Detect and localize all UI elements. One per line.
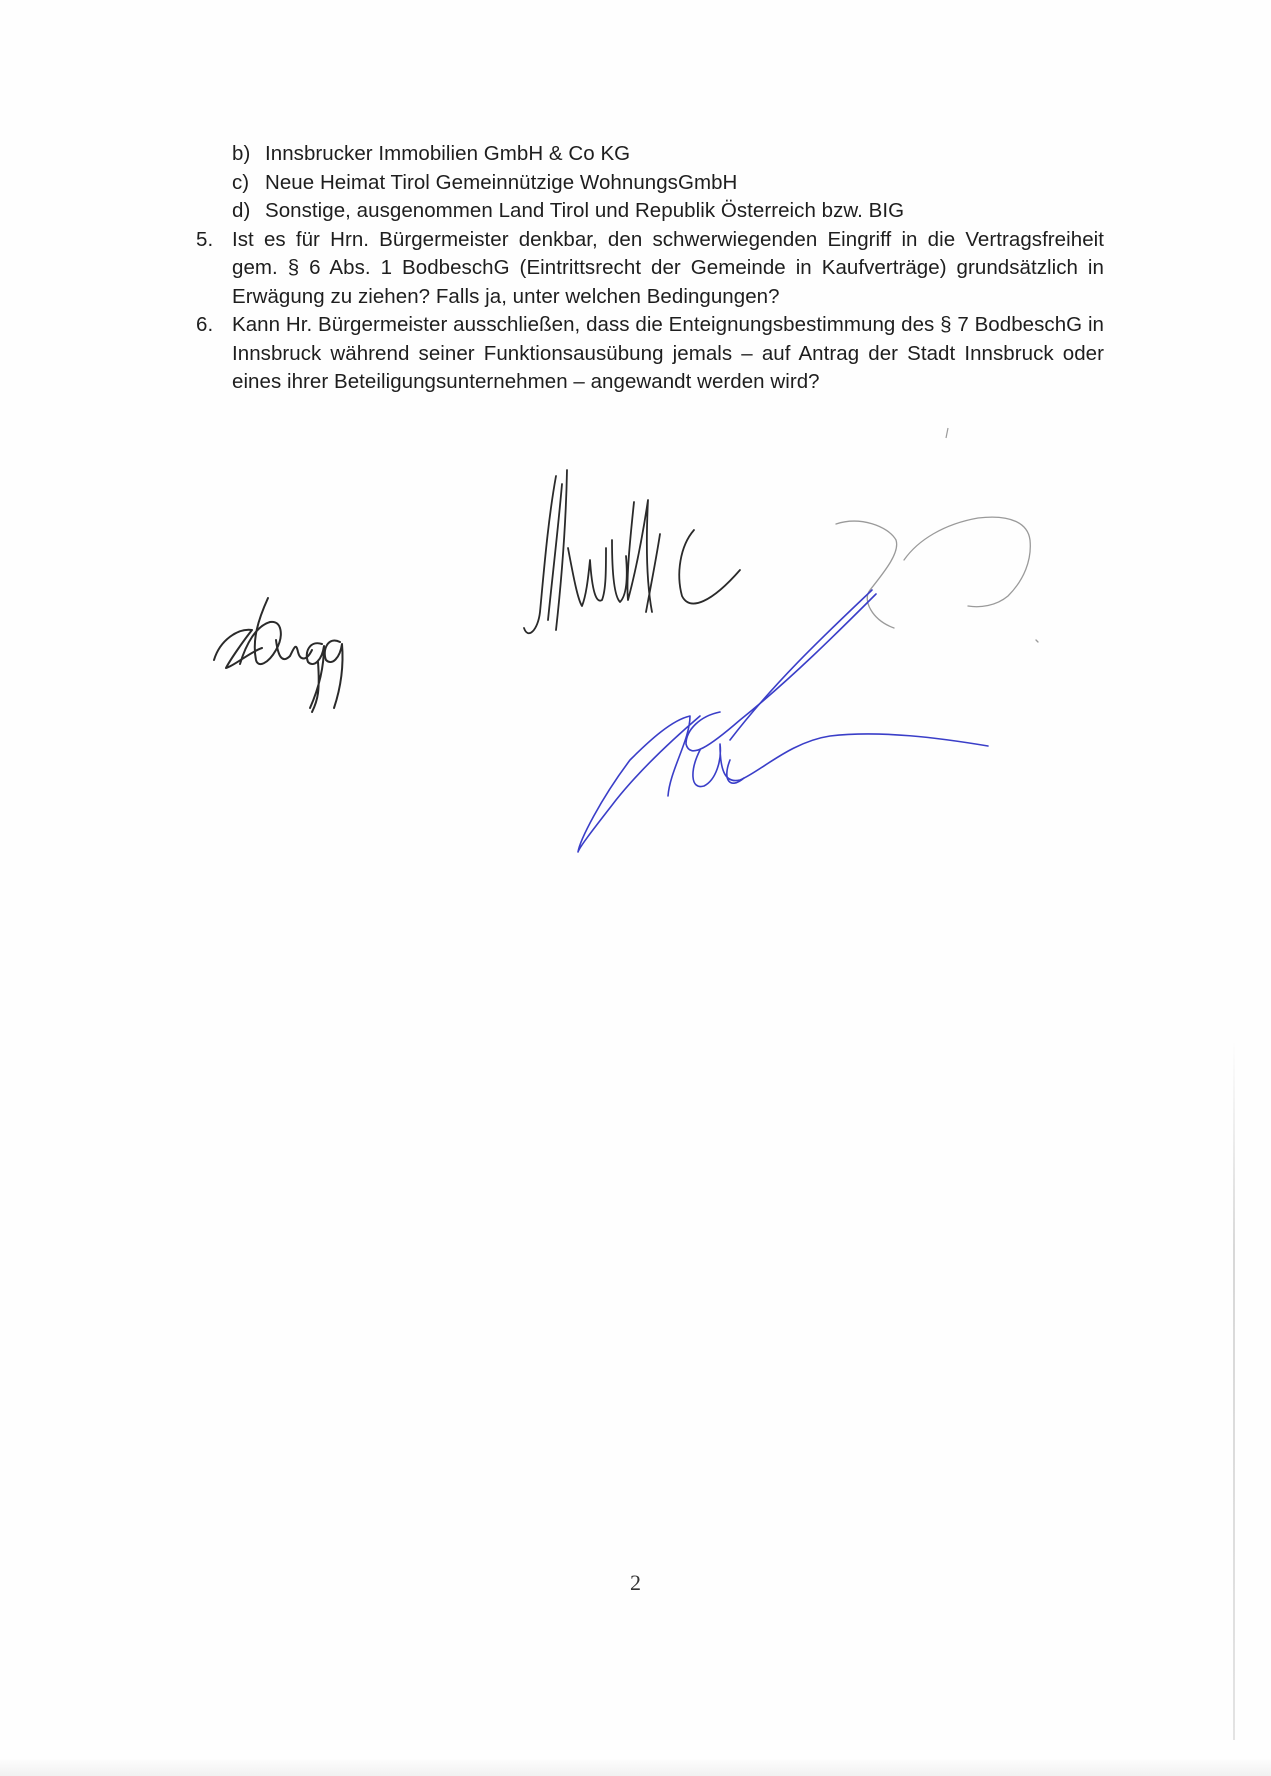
signature-middle: [524, 470, 740, 633]
item-text: Ist es für Hrn. Bürgermeister denkbar, den schwerwiegenden Eingriff in die Vertragsfreiheit gem. § 6 Abs. 1 BodbeschG (Eintrittsrecht der Gemeinde in Kaufverträge) grundsätzlich in Erwägung zu ziehen? Falls ja, unter welchen Bedingungen?: [232, 227, 1104, 308]
scan-bottom-shade: [0, 1758, 1271, 1776]
item-text: Innsbrucker Immobilien GmbH & Co KG: [265, 142, 631, 165]
question-6: [196, 311, 1104, 397]
signature-right: [836, 517, 1038, 642]
item-text: Neue Heimat Tirol Gemeinnützige WohnungsGmbH: [265, 170, 738, 194]
item-marker: 5.: [196, 227, 214, 251]
item-marker: b): [232, 142, 251, 165]
item-marker: d): [232, 199, 251, 222]
scan-edge-line: [1233, 1040, 1235, 1740]
signature-bottom: [578, 590, 988, 852]
page-number: 2: [630, 1570, 641, 1595]
list-item: [232, 169, 1104, 198]
signature-left: [214, 598, 343, 712]
question-5: [196, 226, 1104, 312]
item-marker: 6.: [196, 313, 214, 336]
item-marker: c): [232, 170, 250, 194]
list-item: [232, 140, 1104, 169]
stray-mark: [946, 428, 948, 438]
item-text: Sonstige, ausgenommen Land Tirol und Republik Österreich bzw. BIG: [265, 199, 905, 222]
list-item: [232, 197, 1104, 226]
question-list: [196, 140, 1104, 397]
item-text: Kann Hr. Bürgermeister ausschließen, dass die Enteignungsbestimmung des § 7 BodbeschG in Innsbruck während seiner Funktionsausübung jemals – auf Antrag der Stadt Innsbruck oder eines ihrer Beteiligungsunternehmen – angewandt werden wird?: [232, 313, 1104, 393]
